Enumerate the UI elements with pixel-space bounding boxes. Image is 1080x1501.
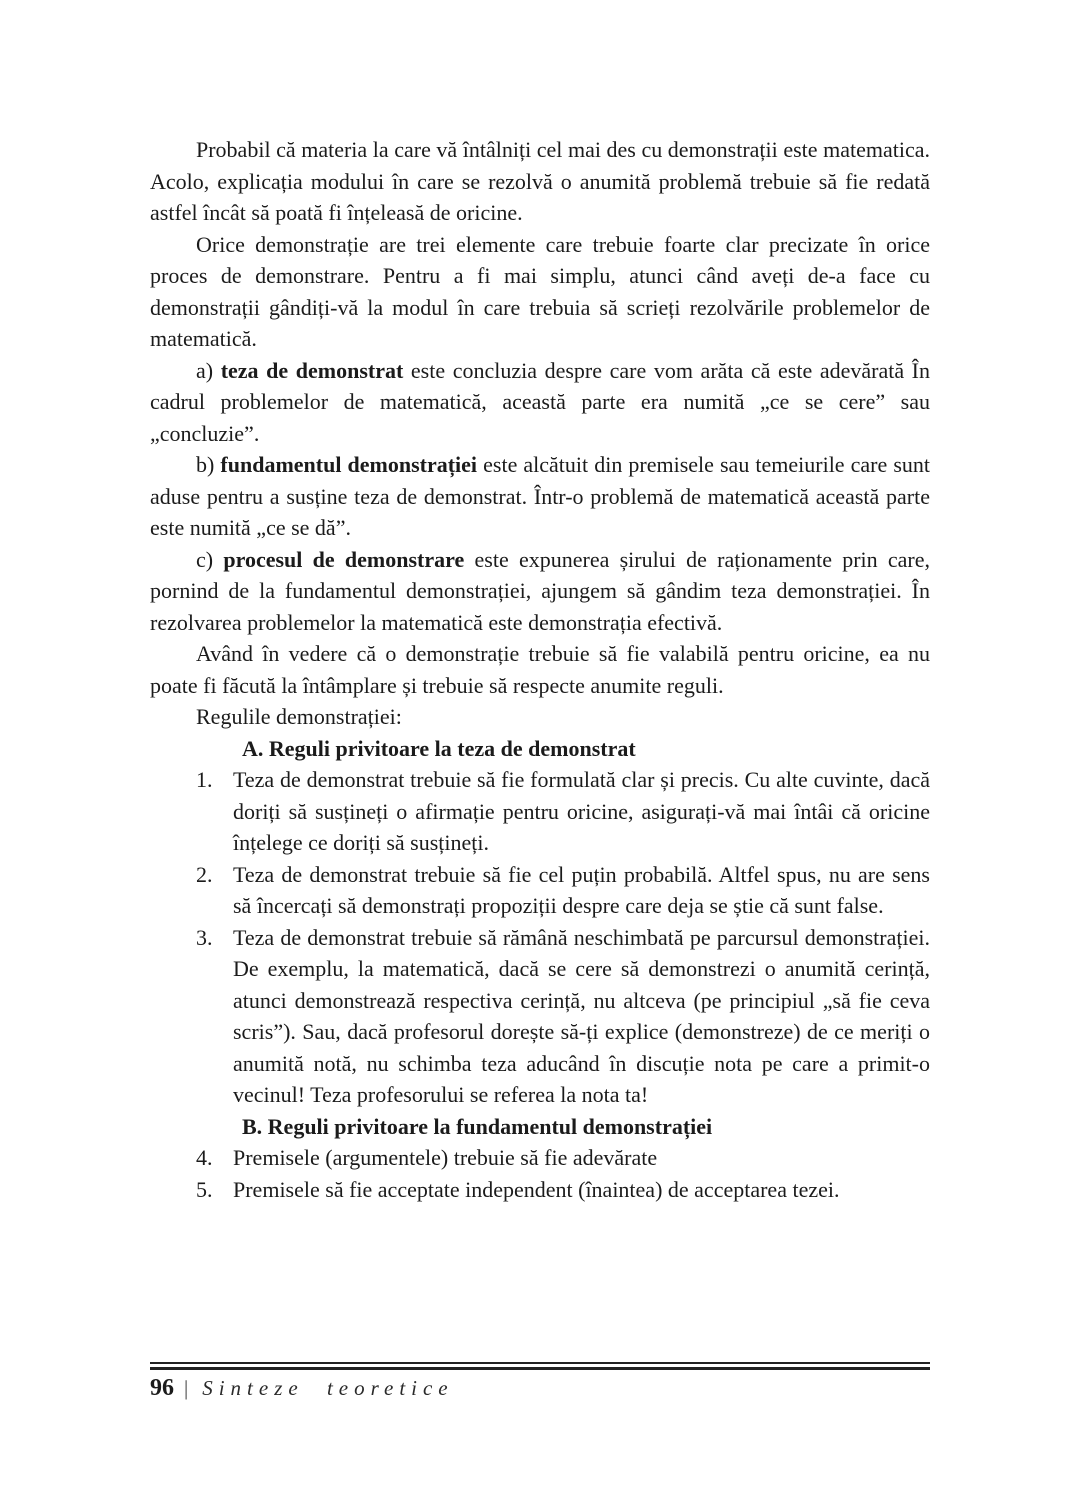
rule-number: 3. — [196, 924, 213, 950]
definition-item-b — [150, 449, 930, 544]
paragraph-rules-intro: Regulile demonstrației: — [196, 704, 402, 729]
rule-text: Premisele (argumentele) trebuie să fie adevărate — [233, 1145, 658, 1170]
numbered-rule — [150, 1142, 930, 1174]
paragraph: Orice demonstrație are trei elemente care trebuie foarte clar precizate în orice proces de demonstrare. Pentru a fi mai simplu, atunci când aveți de-a face cu demonstrații gândiți-vă la modul în care trebuia să scrieți rezolvările problemelor de matematică. — [150, 231, 930, 351]
definition-label: c) — [196, 546, 214, 572]
rule-number: 2. — [196, 861, 213, 887]
page-footer — [150, 1362, 930, 1402]
definition-item-a — [150, 355, 930, 450]
page-body-text — [150, 134, 930, 1205]
rule-number: 4. — [196, 1145, 213, 1170]
rule-text: Teza de demonstrat trebuie să fie cel puțin probabilă. Altfel spus, nu are sens să încercați să demonstrați propoziții despre care deja se știe că sunt false. — [233, 861, 930, 918]
rule-text: Premisele să fie acceptate independent (înaintea) de acceptarea tezei. — [233, 1176, 840, 1202]
definition-text: este alcătuit din premisele sau temeiurile care sunt aduse pentru a susține teza de demonstrat. Într-o problemă de matematică această parte este numită „ce se dă”. — [150, 452, 931, 540]
rule-text: Teza de demonstrat trebuie să fie formulată clar și precis. Cu alte cuvinte, dacă doriți să susțineți o afirmație pentru oricine, asigurați-vă mai întâi că oricine înțelege ce doriți să susțineți. — [233, 767, 930, 855]
definition-label: b) — [196, 452, 215, 477]
numbered-rule — [150, 764, 930, 859]
rule-number: 1. — [196, 767, 213, 792]
rule-number: 5. — [196, 1176, 213, 1202]
definition-text: este concluzia despre care vom arăta că este adevărată În cadrul problemelor de matematică, această parte era numită „ce se cere” sau „concluzie”. — [150, 357, 931, 446]
footer-section-title: Sinteze teoretice — [202, 1376, 454, 1400]
definition-label: a) — [196, 357, 214, 383]
numbered-rule — [150, 859, 930, 922]
numbered-rule — [150, 1174, 930, 1206]
paragraph: Având în vedere că o demonstrație trebuie să fie valabilă pentru oricine, ea nu poate fi făcută la întâmplare și trebuie să respecte anumite reguli. — [150, 641, 930, 698]
numbered-rule — [150, 922, 930, 1111]
definition-term: procesul de demonstrare — [223, 546, 465, 572]
section-heading-b: B. Reguli privitoare la fundamentul demonstrației — [242, 1113, 713, 1139]
footer-text-line — [150, 1375, 930, 1402]
definition-item-c — [150, 544, 930, 639]
section-heading-a: A. Reguli privitoare la teza de demonstrat — [242, 735, 636, 761]
definition-term: fundamentul demonstrației — [220, 452, 478, 477]
page-number: 96 — [150, 1375, 174, 1401]
footer-divider — [150, 1362, 930, 1370]
definition-text: este expunerea șirului de raționamente prin care, pornind de la fundamentul demonstrației, ajungem să gândim teza demonstrației. În rezolvarea problemelor la matematică este demonstrația efectivă. — [150, 546, 931, 635]
footer-separator: | — [184, 1376, 189, 1400]
rule-text: Teza de demonstrat trebuie să rămână neschimbată pe parcursul demonstrației. De exemplu, la matematică, dacă se cere să demonstrezi o anumită cerință, atunci demonstrează respectiva cerință, nu altceva (pe principiul „să fie ceva scris”). Sau, dacă profesorul dorește să-ți explice (demonstreze) de ce meriți o anumită notă, nu schimba teza aducând în discuție nota pe care a primit-o vecinul! Teza profesorului se referea la nota ta! — [233, 924, 930, 1107]
definition-term: teza de demonstrat — [220, 357, 404, 383]
paragraph: Probabil că materia la care vă întâlniți cel mai des cu demonstrații este matematica. Acolo, explicația modului în care se rezolvă o anumită problemă trebuie să fie redată astfel încât să poată fi înțeleasă de oricine. — [150, 137, 930, 225]
